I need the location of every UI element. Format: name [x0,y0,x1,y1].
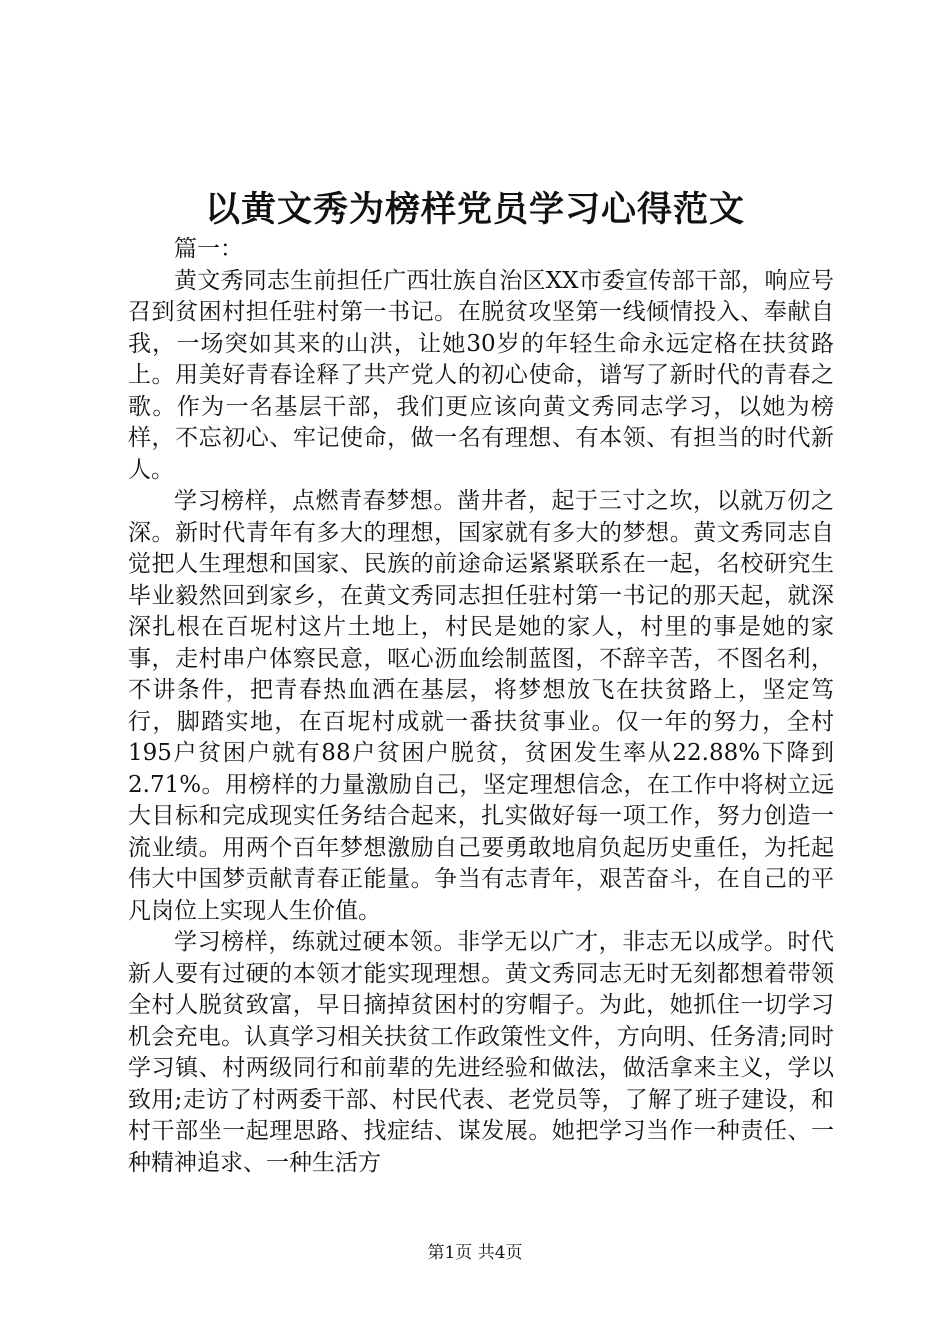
page-footer: 第1页 共4页 [427,1243,523,1263]
document-title: 以黄文秀为榜样党员学习心得范文 [204,189,745,230]
paragraph-2: 学习榜样，点燃青春梦想。凿井者，起于三寸之坎，以就万仞之深。新时代青年有多大的理想，国家就有多大的梦想。黄文秀同志自觉把人生理想和国家、民族的前途命运紧紧联系在一起，名校研究生毕业毅然回到家乡，在黄文秀同志担任驻村第一书记的那天起，就深深扎根在百坭村这片土地上，村民是她的家人，村里的事是她的家事，走村串户体察民意，呕心沥血绘制蓝图，不辞辛苦，不图名利，不讲条件，把青春热血洒在基层，将梦想放飞在扶贫路上，坚定笃行，脚踏实地，在百坭村成就一番扶贫事业。仅一年的努力，全村195户贫困户就有88户贫困户脱贫，贫困发生率从22.88%下降到2.71%。用榜样的力量激励自己，坚定理想信念，在工作中将树立远大目标和完成现实任务结合起来，扎实做好每一项工作，努力创造一流业绩。用两个百年梦想激励自己要勇敢地肩负起历史重任，为托起伟大中国梦贡献青春正能量。争当有志青年，艰苦奋斗，在自己的平凡岗位上实现人生价值。 [128,488,834,924]
paragraph-3: 学习榜样，练就过硬本领。非学无以广才，非志无以成学。时代新人要有过硬的本领才能实现理想。黄文秀同志无时无刻都想着带领全村人脱贫致富，早日摘掉贫困村的穷帽子。为此，她抓住一切学习机会充电。认真学习相关扶贫工作政策性文件，方向明、任务清;同时学习镇、村两级同行和前辈的先进经验和做法，做活拿来主义，学以致用;走访了村两委干部、村民代表、老党员等，了解了班子建设，和村干部坐一起理思路、找症结、谋发展。她把学习当作一种责任、一种精神追求、一种生活方 [128,929,834,1176]
paragraph-1: 黄文秀同志生前担任广西壮族自治区XX市委宣传部干部，响应号召到贫困村担任驻村第一书记。在脱贫攻坚第一线倾情投入、奉献自我，一场突如其来的山洪，让她30岁的年轻生命永远定格在扶贫路上。用美好青春诠释了共产党人的初心使命，谱写了新时代的青春之歌。作为一名基层干部，我们更应该向黄文秀同志学习，以她为榜样，不忘初心、牢记使命，做一名有理想、有本领、有担当的时代新人。 [128,267,834,483]
document-body [128,234,834,1179]
section-label: 篇一： [174,236,243,262]
